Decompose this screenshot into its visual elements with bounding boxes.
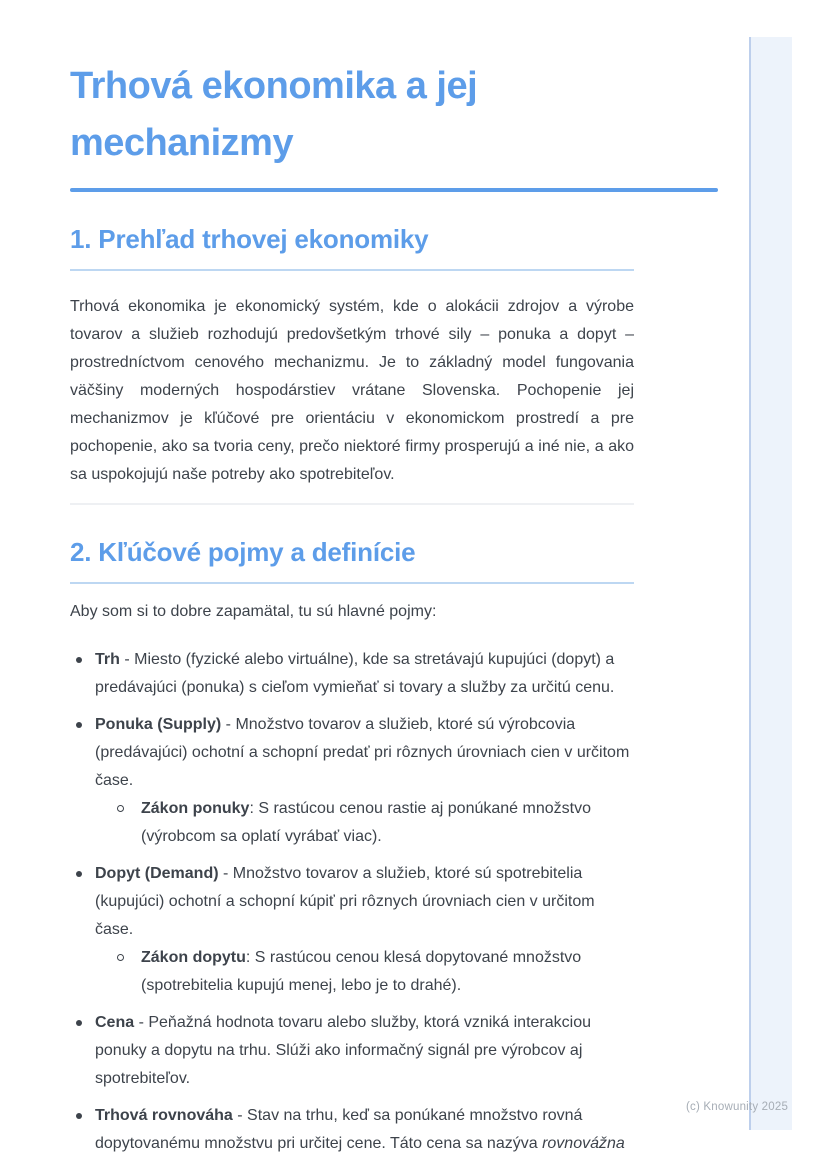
term-definition: Peňažná hodnota tovaru alebo služby, ktorá vzniká interakciou ponuky a dopytu na trhu. Slúži ako informačný signál pre výrobcov aj spotrebiteľov. <box>95 1014 591 1087</box>
term-label: Zákon dopytu <box>141 949 246 966</box>
term-definition: Miesto (fyzické alebo virtuálne), kde sa stretávajú kupujúci (dopyt) a predávajúci (ponuka) s cieľom vymieňať si tovary a služby za určitú cenu. <box>95 651 615 696</box>
list-item-zakon-ponuky <box>117 795 634 851</box>
list-item-cena <box>70 1009 634 1093</box>
page-content <box>70 0 634 1167</box>
term-definition: Množstvo tovarov a služieb, ktoré sú spotrebitelia (kupujúci) ochotní a schopní kúpiť pri rôznych úrovniach cien v určitom čase. <box>95 865 595 938</box>
term-separator: - <box>232 1107 248 1124</box>
section-2-heading: 2. Kľúčové pojmy a definície <box>70 535 634 584</box>
section-1-paragraph: Trhová ekonomika je ekonomický systém, kde o alokácii zdrojov a výrobe tovarov a služieb rozhodujú predovšetkým trhové sily – ponuka a dopyt – prostredníctvom cenového mechanizmu. Je to základný model fungovania väčšiny moderných hospodárstiev vrátane Slovenska. Pochopenie jej mechanizmov je kľúčové pre orientáciu v ekonomickom prostredí a pre pochopenie, ako sa tvoria ceny, prečo niektoré firmy prosperujú a iné nie, a ako sa uspokojujú naše potreby ako spotrebiteľov. <box>70 298 634 483</box>
sub-term-list <box>95 795 634 851</box>
term-definition-italic: rovnovážna <box>542 1135 625 1152</box>
term-separator: : <box>245 949 255 966</box>
term-separator: - <box>134 1014 149 1031</box>
term-label: Zákon ponuky <box>141 800 250 817</box>
term-separator: : <box>249 800 259 817</box>
term-separator: - <box>119 651 135 668</box>
term-separator: - <box>218 865 233 882</box>
term-definition: Množstvo tovarov a služieb, ktoré sú výrobcovia (predávajúci) ochotní a schopní predať pri rôznych úrovniach cien v určitom čase. <box>95 716 630 789</box>
term-list <box>70 646 634 1158</box>
term-label: Trh <box>95 651 120 668</box>
section-1-heading: 1. Prehľad trhovej ekonomiky <box>70 222 634 271</box>
list-item-ponuka <box>70 711 634 851</box>
title-divider-rule <box>70 188 718 192</box>
term-label: Cena <box>95 1014 135 1031</box>
list-item-trhova-rovnovaha <box>70 1102 634 1158</box>
term-label: Trhová rovnováha <box>95 1107 233 1124</box>
list-item-trh <box>70 646 634 702</box>
term-definition: S rastúcou cenou klesá dopytované množstvo (spotrebitelia kupujú menej, lebo je to drahé). <box>141 949 582 994</box>
term-definition: S rastúcou cenou rastie aj ponúkané množstvo (výrobcom sa oplatí vyrábať viac). <box>141 800 591 845</box>
list-item-zakon-dopytu <box>117 944 634 1000</box>
sub-term-list <box>95 944 634 1000</box>
term-label: Ponuka (Supply) <box>95 716 222 733</box>
list-item-dopyt <box>70 860 634 1000</box>
copyright-footer: (c) Knowunity 2025 <box>686 1101 789 1113</box>
section-divider <box>70 503 634 505</box>
term-separator: - <box>221 716 236 733</box>
page-title: Trhová ekonomika a jej mechanizmy <box>70 65 478 164</box>
section-2-intro: Aby som si to dobre zapamätal, tu sú hlavné pojmy: <box>70 603 437 620</box>
term-label: Dopyt (Demand) <box>95 865 219 882</box>
term-definition: Stav na trhu, keď sa ponúkané množstvo rovná dopytovanému množstvu pri určitej cene. Táto cena sa nazýva <box>95 1107 583 1152</box>
page-edge-strip <box>749 37 792 1130</box>
